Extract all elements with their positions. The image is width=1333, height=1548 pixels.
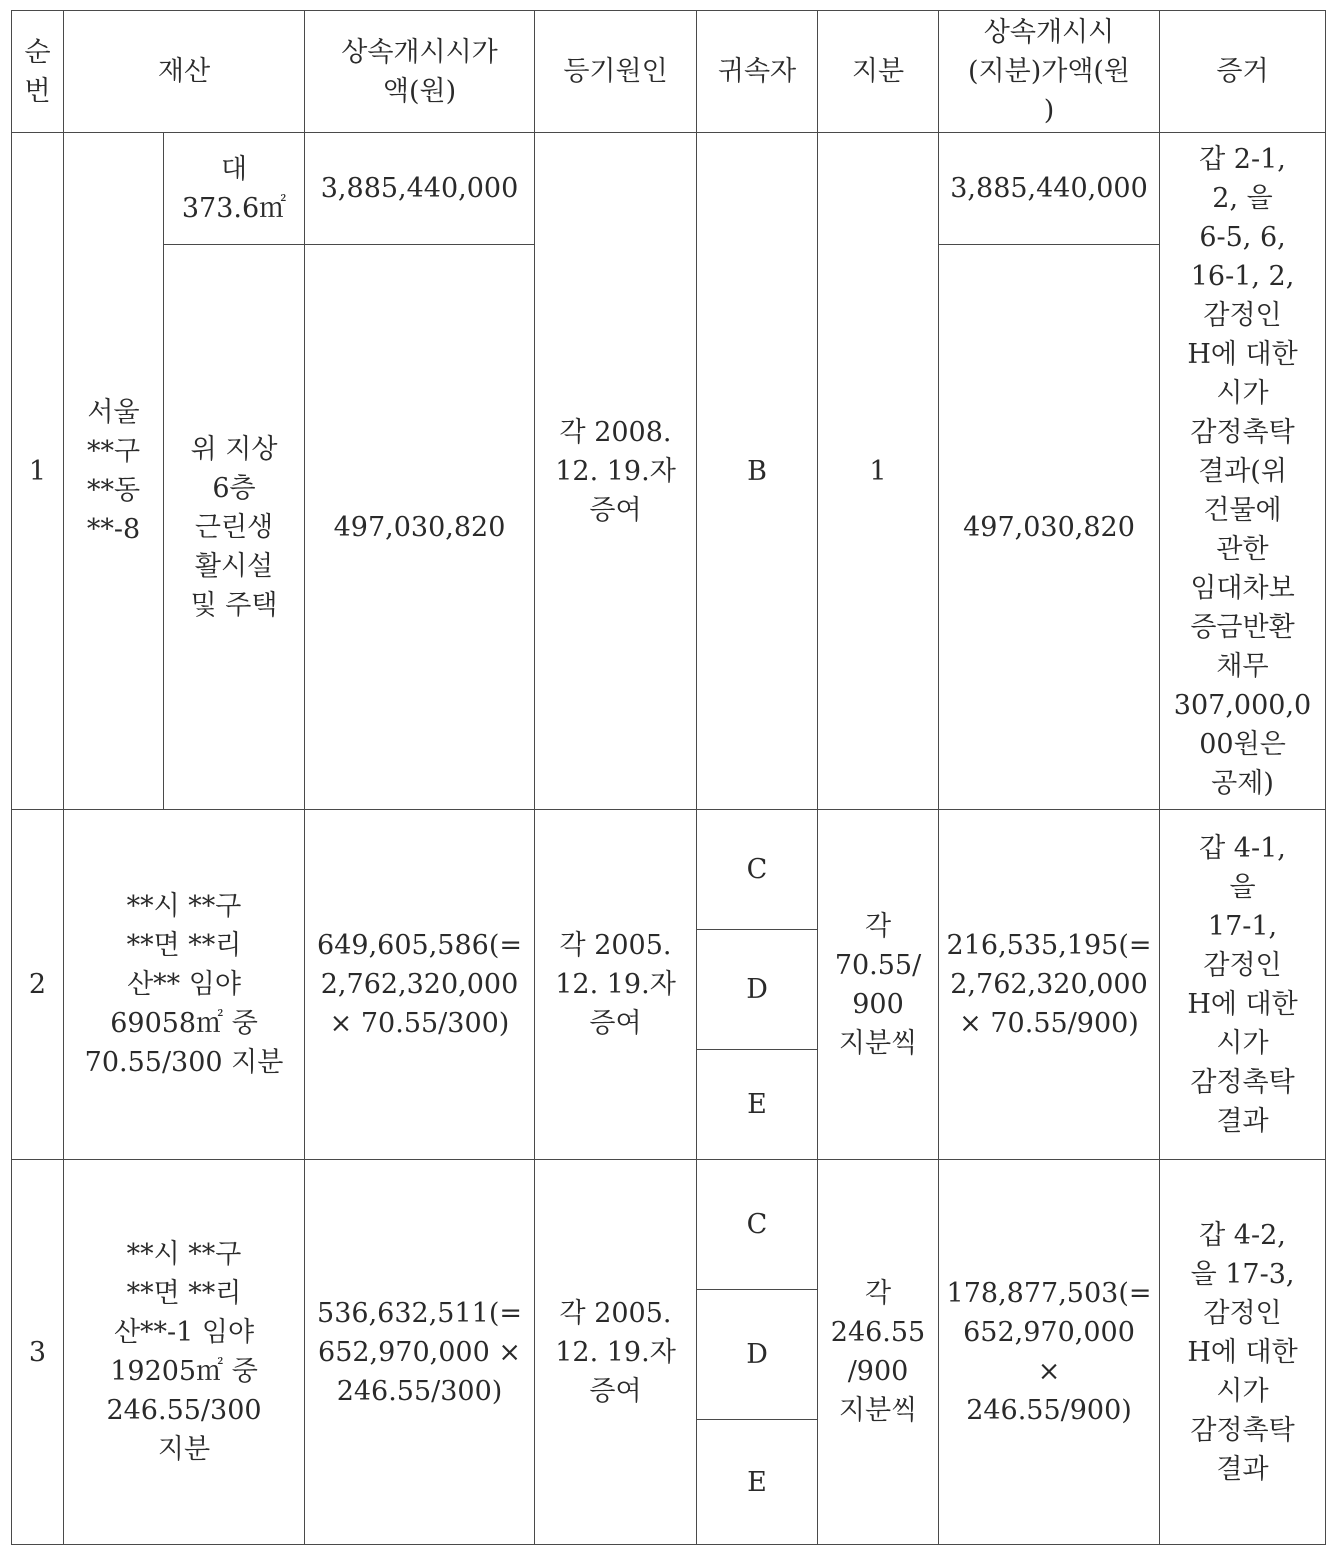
header-registration-cause: 등기원인 — [535, 11, 697, 133]
row3-owner-c: C — [697, 1160, 818, 1290]
row2-owner-e: E — [697, 1050, 818, 1160]
header-value-at-commencement: 상속개시시가 액(원) — [305, 11, 535, 133]
row1-no: 1 — [12, 133, 64, 810]
row3-share-value: 178,877,503(= 652,970,000 × 246.55/900) — [939, 1160, 1160, 1545]
header-owner: 귀속자 — [697, 11, 818, 133]
row1-location: 서울 **구 **동 **-8 — [64, 133, 164, 810]
row1-share: 1 — [818, 133, 939, 810]
row1-building-desc: 위 지상 6층 근린생 활시설 및 주택 — [164, 245, 305, 810]
row2-evidence: 갑 4-1, 을 17-1, 감정인 H에 대한 시가 감정촉탁 결과 — [1160, 810, 1326, 1160]
header-property: 재산 — [64, 11, 305, 133]
row2-share: 각 70.55/ 900 지분씩 — [818, 810, 939, 1160]
table-row — [12, 1160, 1326, 1290]
row1-evidence: 갑 2-1, 2, 을 6-5, 6, 16-1, 2, 감정인 H에 대한 시가 감정촉탁 결과(위 건물에 관한 임대차보 증금반환 채무 307,000,0 00원은 공제) — [1160, 133, 1326, 810]
header-no: 순 번 — [12, 11, 64, 133]
row3-property: **시 **구 **면 **리 산**-1 임야 19205㎡ 중 246.55/300 지분 — [64, 1160, 305, 1545]
row2-owner-d: D — [697, 930, 818, 1050]
row2-value: 649,605,586(= 2,762,320,000 × 70.55/300) — [305, 810, 535, 1160]
row3-value: 536,632,511(= 652,970,000 × 246.55/300) — [305, 1160, 535, 1545]
row1-land-value: 3,885,440,000 — [305, 133, 535, 245]
row3-evidence: 갑 4-2, 을 17-3, 감정인 H에 대한 시가 감정촉탁 결과 — [1160, 1160, 1326, 1545]
row3-no: 3 — [12, 1160, 64, 1545]
row1-owner: B — [697, 133, 818, 810]
row3-share: 각 246.55 /900 지분씩 — [818, 1160, 939, 1545]
header-evidence: 증거 — [1160, 11, 1326, 133]
row2-share-value: 216,535,195(= 2,762,320,000 × 70.55/900) — [939, 810, 1160, 1160]
row1-building-share-value: 497,030,820 — [939, 245, 1160, 810]
row2-owner-c: C — [697, 810, 818, 930]
row1-land-share-value: 3,885,440,000 — [939, 133, 1160, 245]
row1-cause: 각 2008. 12. 19.자 증여 — [535, 133, 697, 810]
table-row — [12, 810, 1326, 930]
table-row — [12, 133, 1326, 245]
row1-land-desc: 대 373.6㎡ — [164, 133, 305, 245]
row2-no: 2 — [12, 810, 64, 1160]
header-share-value: 상속개시시 (지분)가액(원 ) — [939, 11, 1160, 133]
row3-cause: 각 2005. 12. 19.자 증여 — [535, 1160, 697, 1545]
estate-table-sheet — [11, 10, 1325, 1545]
row2-property: **시 **구 **면 **리 산** 임야 69058㎡ 중 70.55/300 지분 — [64, 810, 305, 1160]
table-header-row — [12, 11, 1326, 133]
row2-cause: 각 2005. 12. 19.자 증여 — [535, 810, 697, 1160]
header-share: 지분 — [818, 11, 939, 133]
row1-building-value: 497,030,820 — [305, 245, 535, 810]
row3-owner-e: E — [697, 1420, 818, 1545]
row3-owner-d: D — [697, 1290, 818, 1420]
inheritance-property-table — [11, 10, 1326, 1545]
